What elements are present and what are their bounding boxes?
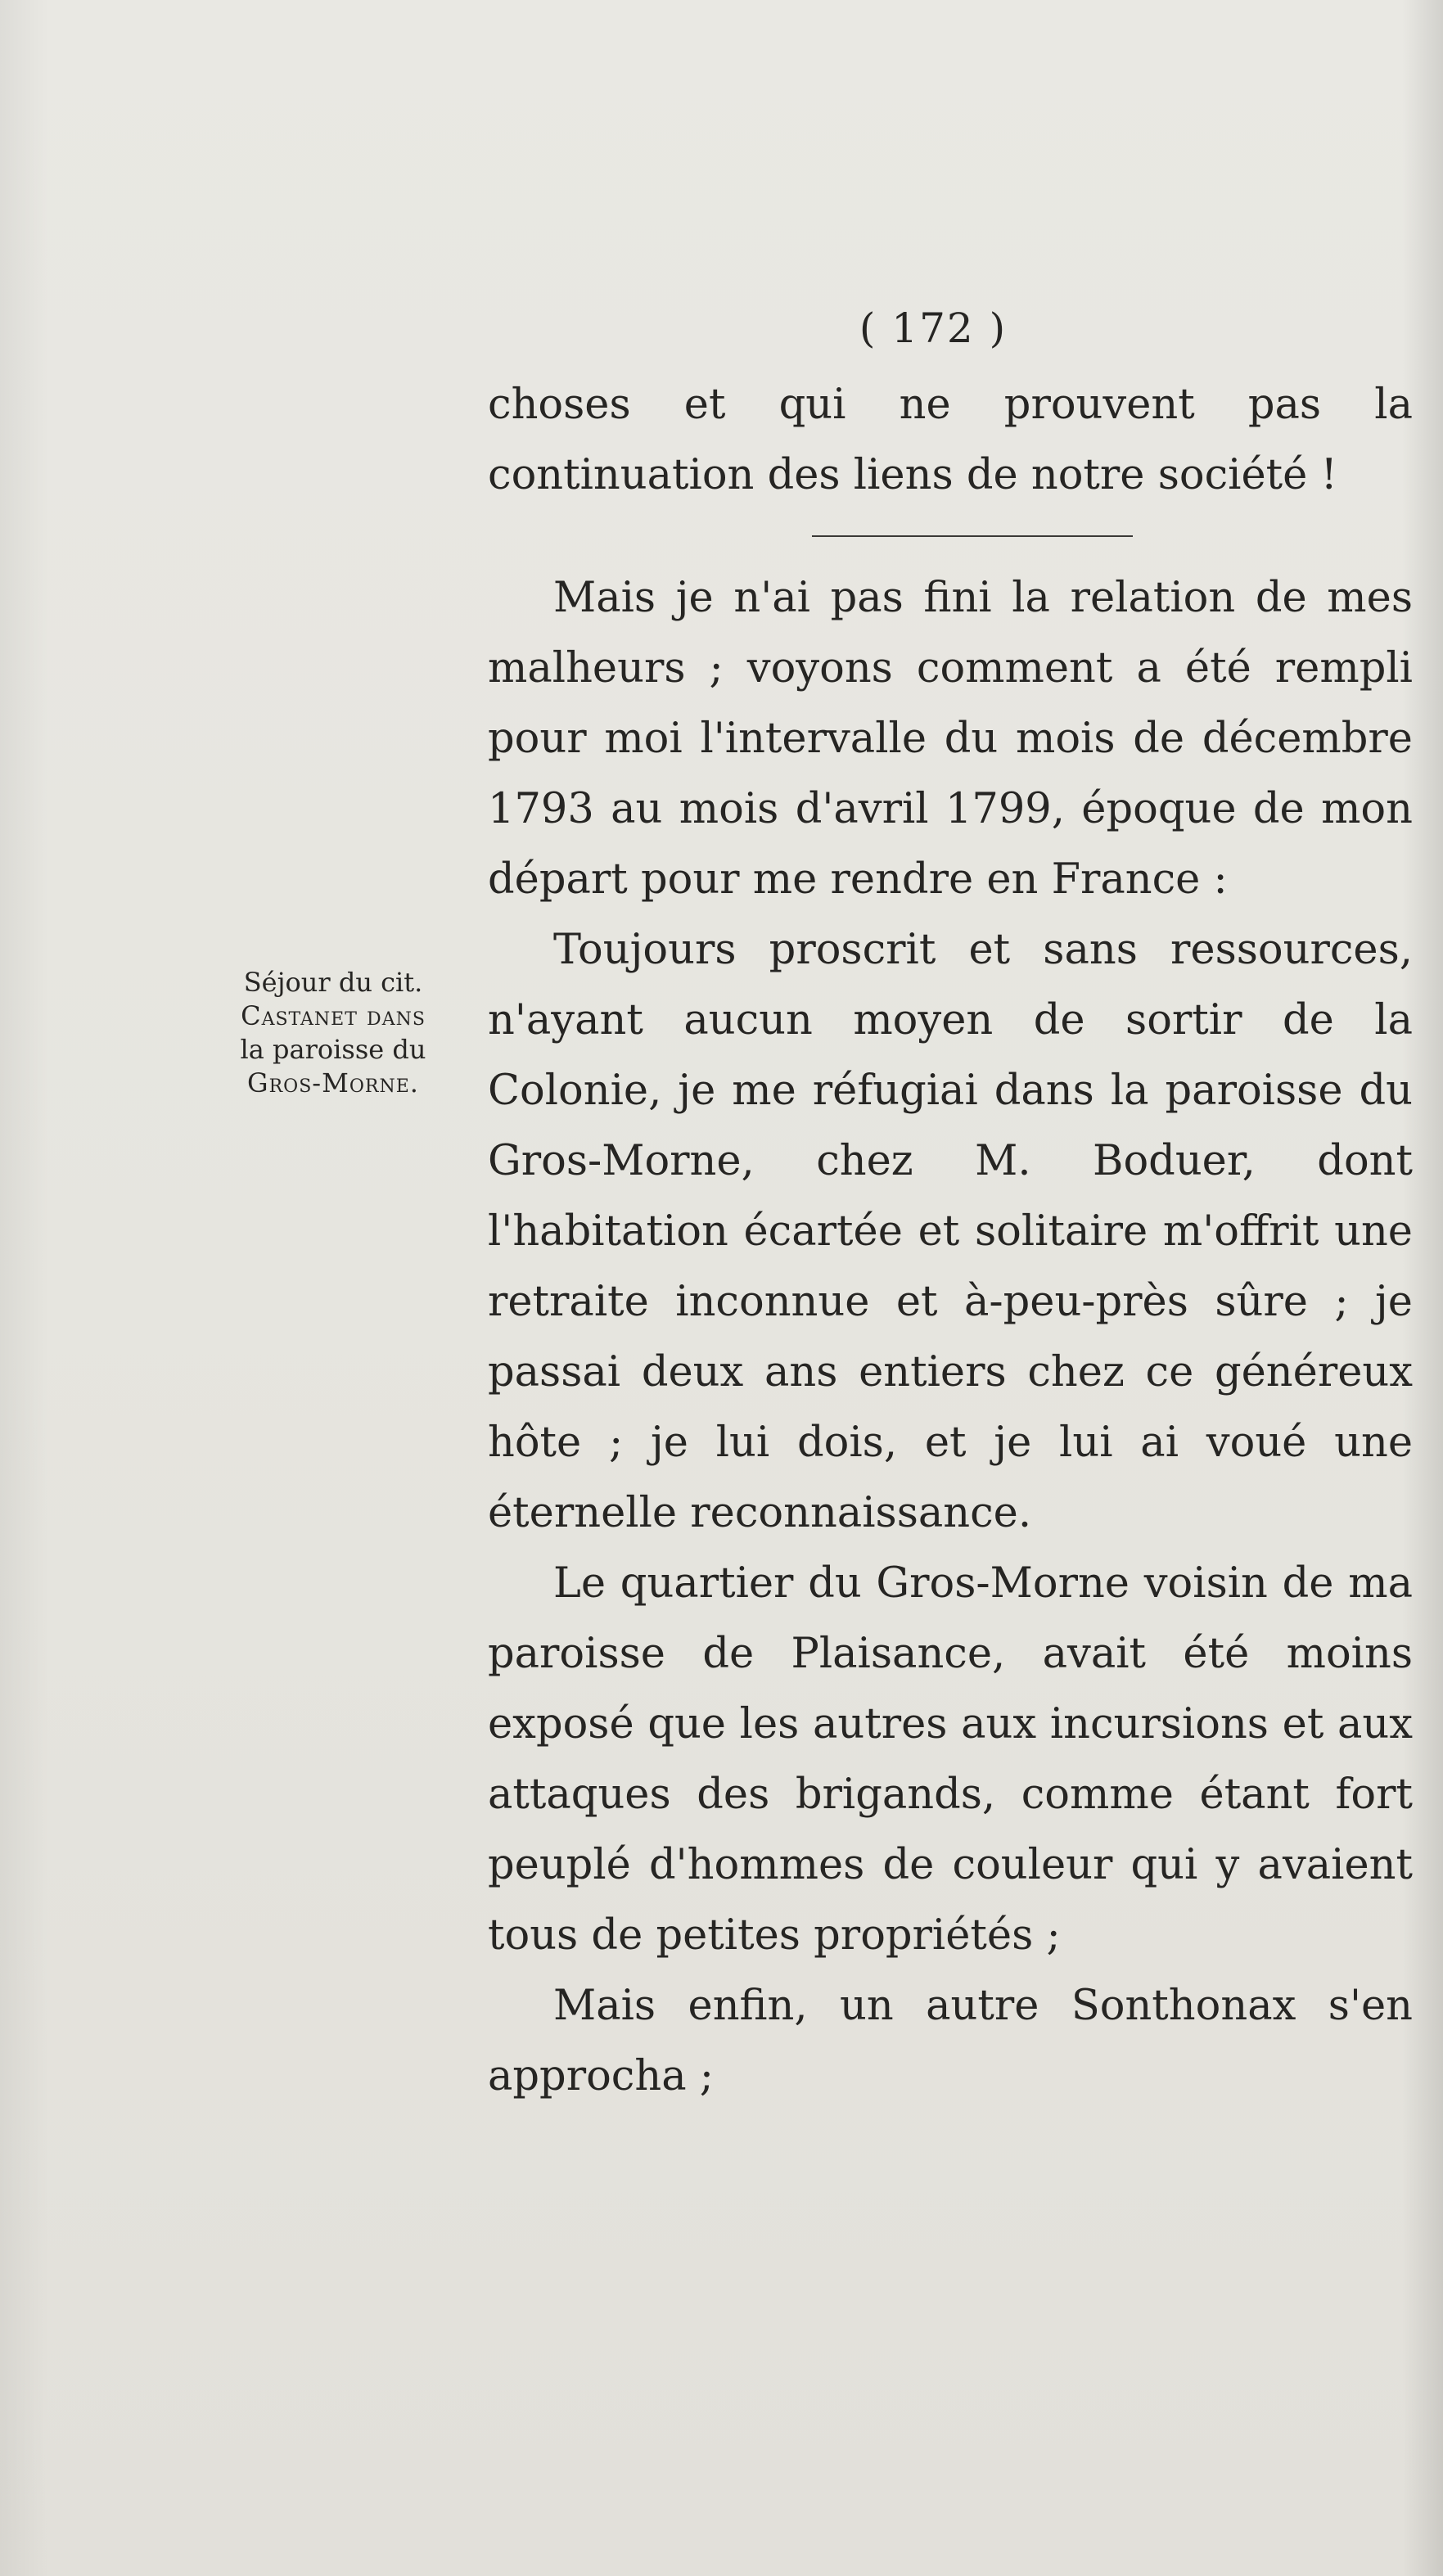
margin-note-line: Castanet dans — [241, 1000, 426, 1031]
paragraph: Mais je n'ai pas fini la relation de mes malheurs ; voyons comment a été rempli pour moi l'intervalle du mois de décembre 1793 au mois d'avril 1799, époque de mon départ pour me rendre en France : — [488, 574, 1413, 904]
margin-note-line: Séjour du cit. — [243, 967, 423, 998]
margin-note-line: la paroisse du — [240, 1034, 426, 1065]
section-divider — [812, 535, 1133, 537]
paragraph: Toujours proscrit et sans ressources, n'ayant aucun moyen de sortir de la Colonie, je me réfugiai dans la paroisse du Gros-Morne, chez M. Boduer, dont l'habitation écartée et solitaire m'offrit une retraite inconnue et à-peu-près sûre ; je passai deux ans entiers chez ce généreux hôte ; je lui dois, et je lui ai voué une éternelle reconnaissance. — [488, 926, 1413, 1537]
paragraph: Le quartier du Gros-Morne voisin de ma paroisse de Plaisance, avait été moins exposé que les autres aux incursions et aux attaques des brigands, comme étant fort peuplé d'hommes de couleur qui y avaient tous de petites propriétés ; — [488, 1559, 1413, 1960]
margin-note-line: Gros-Morne. — [247, 1067, 419, 1099]
margin-note — [223, 966, 444, 1100]
paragraph: Mais enfin, un autre Sonthonax s'en approcha ; — [488, 1982, 1413, 2100]
paragraph-continuation: choses et qui ne prouvent pas la continuation des liens de notre société ! — [488, 381, 1413, 499]
page-number: ( 172 ) — [859, 305, 1008, 352]
main-text — [488, 370, 1413, 2112]
